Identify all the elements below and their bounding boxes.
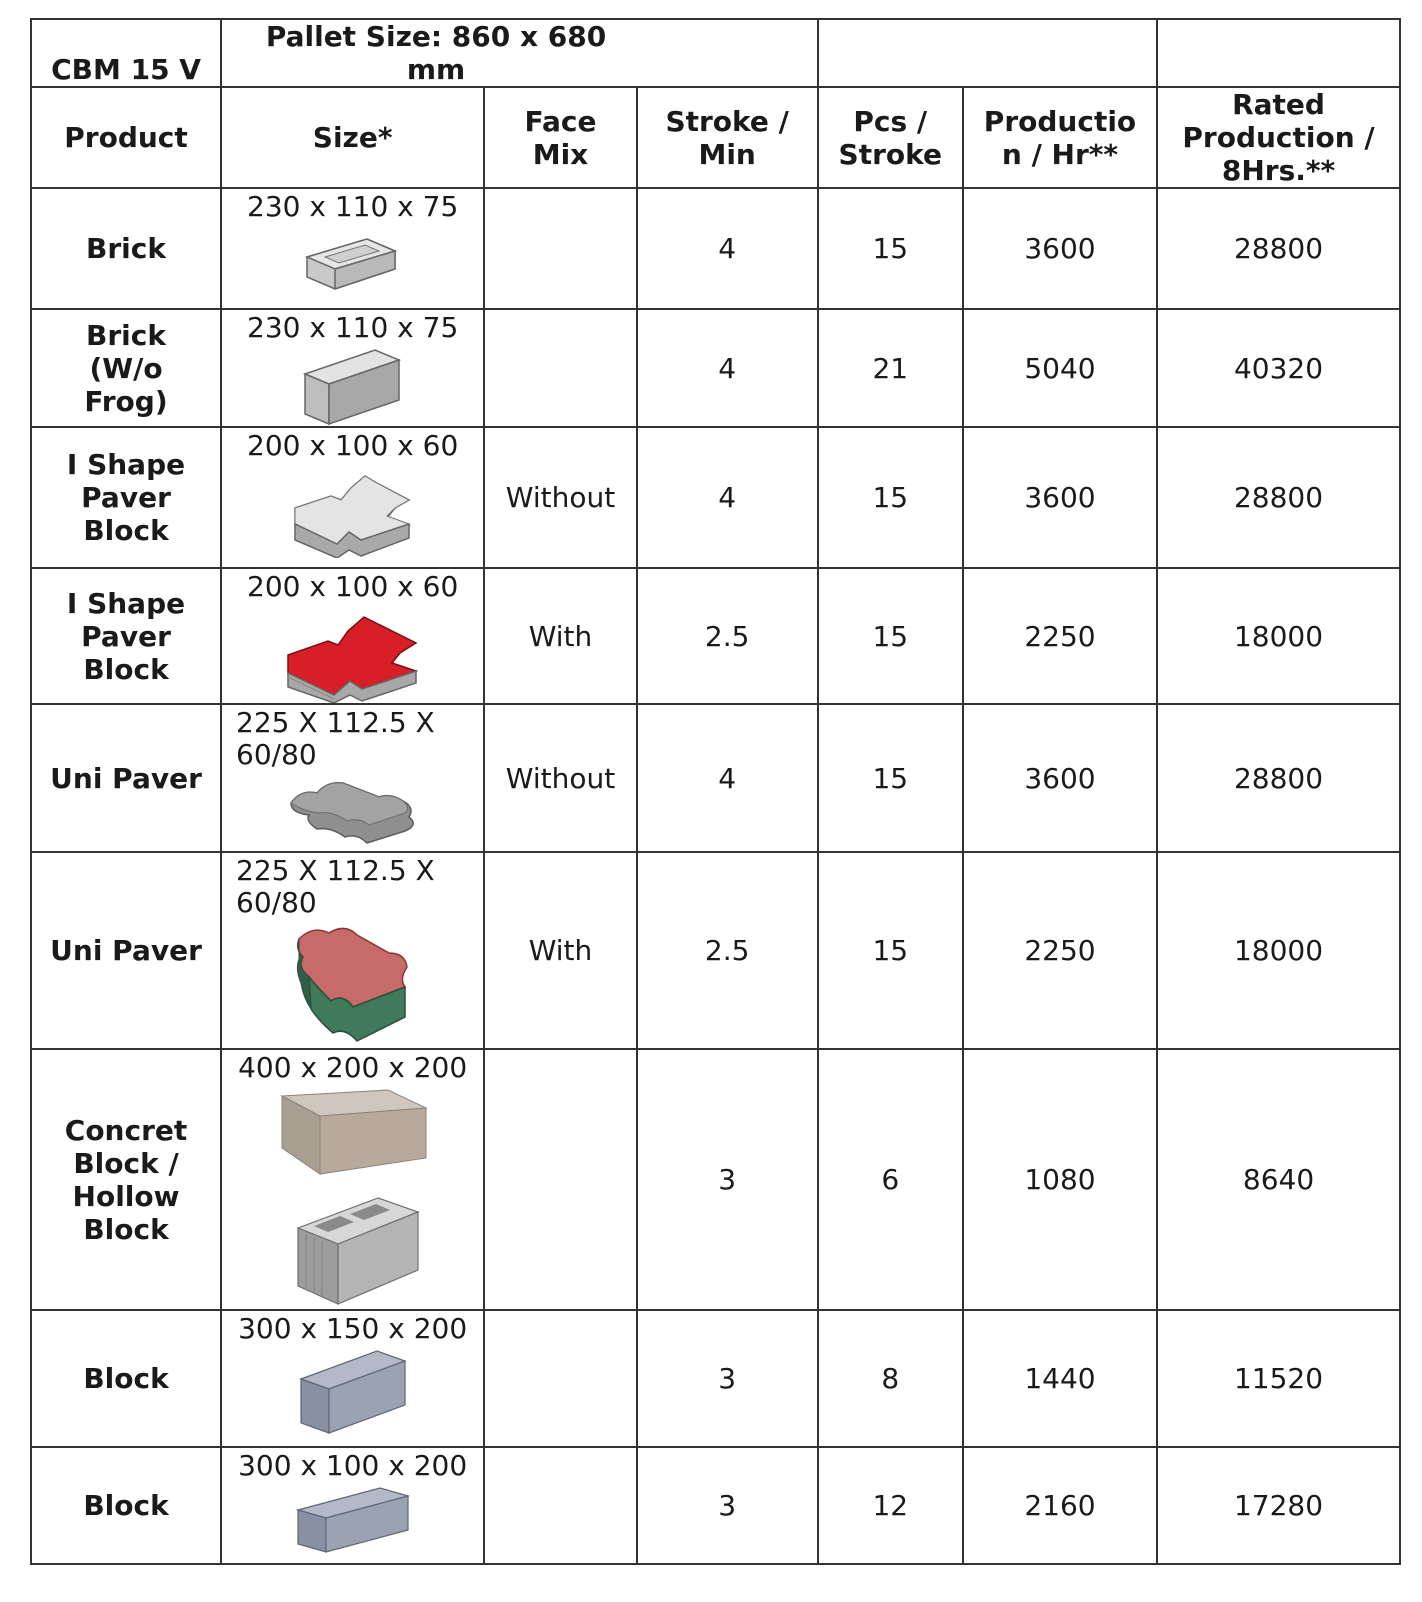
size-text: 225 X 112.5 X 60/80	[236, 706, 435, 771]
pcs-stroke: 15	[818, 188, 963, 309]
product-name: Uni Paver	[31, 704, 221, 852]
production-hr: 2160	[963, 1447, 1157, 1564]
stroke-min: 3	[637, 1447, 818, 1564]
face-mix: Without	[484, 427, 636, 568]
solid-block-thin-icon	[294, 1486, 412, 1554]
pcs-stroke: 15	[818, 852, 963, 1049]
empty-header-cell	[1157, 19, 1400, 87]
production-hr: 3600	[963, 704, 1157, 852]
size-cell	[221, 1049, 484, 1310]
col-header-production-hr: Productio n / Hr**	[963, 87, 1157, 188]
size-cell	[221, 188, 484, 309]
size-cell	[221, 852, 484, 1049]
i-shape-paver-red-icon	[286, 607, 420, 703]
face-mix: With	[484, 852, 636, 1049]
stroke-min: 4	[637, 427, 818, 568]
product-name: Block	[31, 1310, 221, 1447]
size-text: 230 x 110 x 75	[247, 311, 459, 344]
face-mix	[484, 188, 636, 309]
model-row	[31, 19, 1400, 87]
plain-brick-icon	[301, 348, 405, 426]
product-name: Brick (W/o Frog)	[31, 309, 221, 427]
stroke-min: 2.5	[637, 852, 818, 1049]
concrete-and-hollow-block-icon	[278, 1088, 428, 1306]
size-text: 300 x 100 x 200	[238, 1449, 468, 1482]
production-hr: 2250	[963, 568, 1157, 704]
column-header-row	[31, 87, 1400, 188]
face-mix	[484, 309, 636, 427]
size-text: 400 x 200 x 200	[238, 1051, 468, 1084]
uni-paver-red-icon	[293, 923, 413, 1045]
pcs-stroke: 15	[818, 568, 963, 704]
production-hr: 2250	[963, 852, 1157, 1049]
product-name: Uni Paver	[31, 852, 221, 1049]
solid-block-icon	[297, 1349, 409, 1435]
face-mix	[484, 1049, 636, 1310]
production-hr: 1440	[963, 1310, 1157, 1447]
production-hr: 5040	[963, 309, 1157, 427]
stroke-min: 2.5	[637, 568, 818, 704]
table-row	[31, 1310, 1400, 1447]
size-cell	[221, 704, 484, 852]
pcs-stroke: 21	[818, 309, 963, 427]
product-name: I Shape Paver Block	[31, 427, 221, 568]
pcs-stroke: 15	[818, 704, 963, 852]
production-hr: 3600	[963, 188, 1157, 309]
size-cell	[221, 309, 484, 427]
rated-8hrs: 18000	[1157, 852, 1400, 1049]
col-header-product: Product	[31, 87, 221, 188]
rated-8hrs: 40320	[1157, 309, 1400, 427]
uni-paver-grey-icon	[287, 775, 419, 847]
face-mix	[484, 1310, 636, 1447]
stroke-min: 4	[637, 188, 818, 309]
table-row	[31, 1447, 1400, 1564]
table-row	[31, 188, 1400, 309]
brick-with-frog-icon	[303, 227, 403, 297]
col-header-pcs-stroke: Pcs / Stroke	[818, 87, 963, 188]
table-row	[31, 852, 1400, 1049]
product-name: I Shape Paver Block	[31, 568, 221, 704]
pcs-stroke: 6	[818, 1049, 963, 1310]
pcs-stroke: 8	[818, 1310, 963, 1447]
product-name: Concret Block / Hollow Block	[31, 1049, 221, 1310]
size-text: 230 x 110 x 75	[247, 190, 459, 223]
col-header-size: Size*	[221, 87, 484, 188]
production-hr: 1080	[963, 1049, 1157, 1310]
col-header-rated-production: Rated Production / 8Hrs.**	[1157, 87, 1400, 188]
stroke-min: 3	[637, 1310, 818, 1447]
size-cell	[221, 427, 484, 568]
product-name: Brick	[31, 188, 221, 309]
rated-8hrs: 8640	[1157, 1049, 1400, 1310]
rated-8hrs: 28800	[1157, 427, 1400, 568]
rated-8hrs: 18000	[1157, 568, 1400, 704]
size-cell	[221, 568, 484, 704]
col-header-face-mix: Face Mix	[484, 87, 636, 188]
rated-8hrs: 28800	[1157, 704, 1400, 852]
size-cell	[221, 1447, 484, 1564]
stroke-min: 4	[637, 309, 818, 427]
table-row	[31, 1049, 1400, 1310]
stroke-min: 4	[637, 704, 818, 852]
production-hr: 3600	[963, 427, 1157, 568]
production-table	[30, 18, 1401, 1565]
pallet-size: Pallet Size: 860 x 680 mm	[221, 19, 818, 87]
face-mix	[484, 1447, 636, 1564]
face-mix: With	[484, 568, 636, 704]
col-header-stroke-min: Stroke / Min	[637, 87, 818, 188]
size-text: 200 x 100 x 60	[247, 429, 459, 462]
empty-header-cell	[818, 19, 1157, 87]
size-cell	[221, 1310, 484, 1447]
pcs-stroke: 12	[818, 1447, 963, 1564]
rated-8hrs: 28800	[1157, 188, 1400, 309]
i-shape-paver-grey-icon	[291, 466, 415, 558]
model-name: CBM 15 V	[31, 19, 221, 87]
table-row	[31, 568, 1400, 704]
table-row	[31, 704, 1400, 852]
size-text: 300 x 150 x 200	[238, 1312, 468, 1345]
rated-8hrs: 17280	[1157, 1447, 1400, 1564]
table-row	[31, 427, 1400, 568]
size-text: 225 X 112.5 X 60/80	[236, 854, 435, 919]
rated-8hrs: 11520	[1157, 1310, 1400, 1447]
size-text: 200 x 100 x 60	[247, 570, 459, 603]
table-row	[31, 309, 1400, 427]
stroke-min: 3	[637, 1049, 818, 1310]
product-name: Block	[31, 1447, 221, 1564]
face-mix: Without	[484, 704, 636, 852]
pcs-stroke: 15	[818, 427, 963, 568]
